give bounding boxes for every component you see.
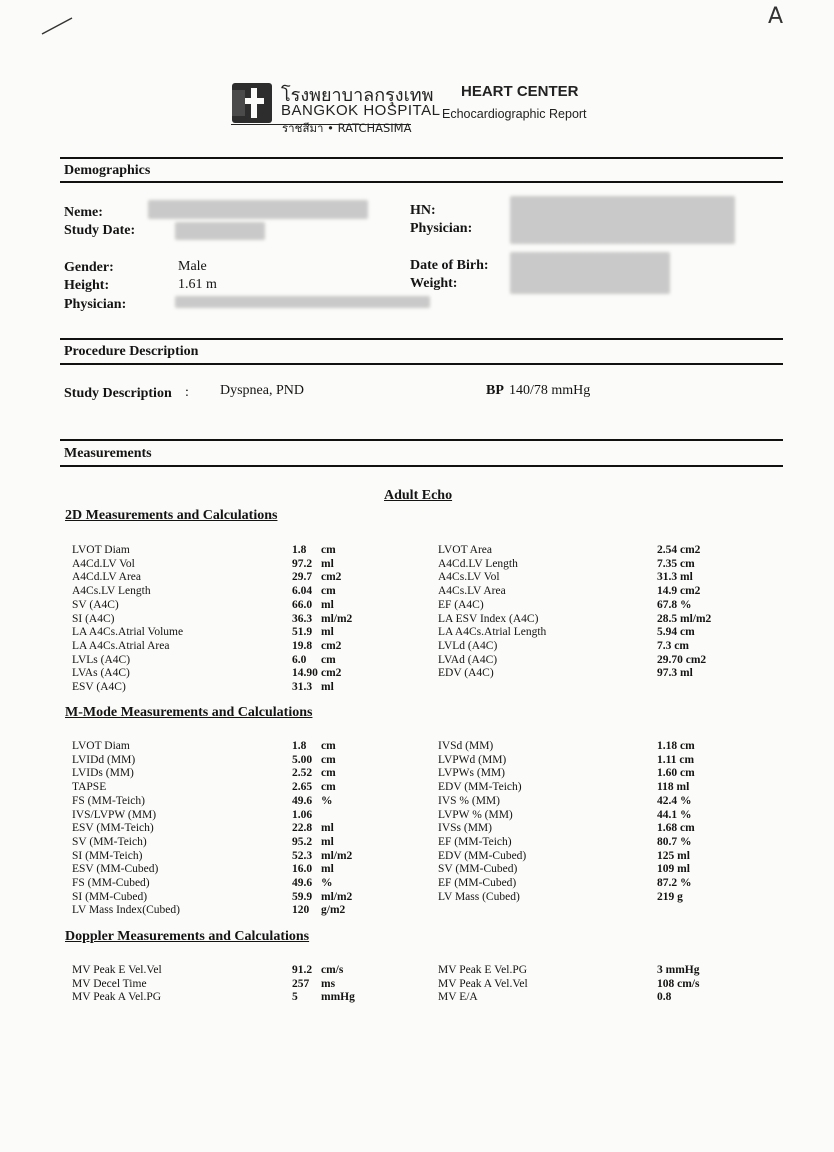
measurement-unit: ml (321, 626, 334, 639)
measurement-label: MV Peak E Vel.PG (438, 964, 528, 976)
measurement-value: 7.35 cm (657, 557, 695, 570)
measurement-label: LVOT Area (438, 544, 492, 556)
measurement-value: 51.9 (292, 626, 313, 639)
redacted-dob-weight (510, 252, 670, 294)
measurement-label: LV Mass (Cubed) (438, 890, 520, 903)
measurement-value: 95.2 (292, 835, 313, 848)
measurement-value: 16.0 (292, 863, 313, 876)
demographics-title: Demographics (64, 163, 151, 178)
bp-value: 140/78 mmHg (509, 383, 591, 398)
physician-label: Physician: (410, 221, 473, 236)
measurement-label: A4Cs.LV Vol (438, 571, 500, 584)
measurement-unit: ml (321, 835, 334, 848)
measurement-value: 2.52 (292, 767, 313, 780)
measurement-value: 28.5 ml/m2 (657, 612, 712, 625)
measurement-label: LA A4Cs.Atrial Volume (72, 626, 184, 639)
measurement-label: EDV (A4C) (438, 667, 494, 680)
measurement-value: 42.4 % (657, 794, 692, 807)
measurement-label: LVPW % (MM) (438, 808, 513, 821)
measurement-value: 36.3 (292, 612, 313, 625)
measurement-unit: cm2 (321, 639, 342, 652)
measurement-label: LA A4Cs.Atrial Area (72, 639, 170, 652)
measurement-unit: ml (321, 822, 334, 835)
measurement-value: 91.2 (292, 964, 313, 976)
measurement-unit: cm/s (321, 964, 344, 976)
measurement-value: 125 ml (657, 849, 690, 862)
measurement-unit: cm (321, 753, 336, 766)
measurement-label: A4Cd.LV Area (72, 571, 141, 584)
measurement-value: 1.68 cm (657, 822, 695, 835)
measurement-unit: ml/m2 (321, 849, 353, 862)
redacted-name (148, 200, 368, 219)
measurement-value: 1.8 (292, 740, 307, 752)
measurement-unit: ml (321, 598, 334, 611)
measurement-label: MV Decel Time (72, 977, 147, 990)
measurement-value: 1.06 (292, 808, 313, 821)
measurement-value: 219 g (657, 890, 683, 903)
measurement-value: 80.7 % (657, 835, 692, 848)
measurement-value: 87.2 % (657, 877, 692, 889)
measurement-unit: cm (321, 767, 336, 780)
measurement-value: 257 (292, 977, 310, 990)
measurement-label: LVOT Diam (72, 544, 130, 556)
measurement-label: LVIDd (MM) (72, 753, 136, 766)
section-rule (60, 181, 783, 183)
physician-label-2: Physician: (64, 297, 127, 312)
measurement-value: 29.70 cm2 (657, 653, 707, 666)
measurement-value: 1.60 cm (657, 767, 695, 780)
measurement-label: LVPWs (MM) (438, 767, 505, 780)
measurement-label: SI (A4C) (72, 612, 115, 625)
measurement-value: 6.04 (292, 585, 313, 598)
study-description-value: Dyspnea, PND (220, 383, 304, 398)
measurement-unit: cm2 (321, 667, 342, 680)
measurement-value: 118 ml (657, 781, 690, 794)
measurements-title: Measurements (64, 446, 152, 461)
measurement-value: 31.3 (292, 681, 313, 693)
measurement-unit: ml (321, 681, 334, 693)
measurement-label: EDV (MM-Teich) (438, 781, 522, 794)
study-description-label: Study Description (64, 386, 172, 401)
hospital-logo (231, 82, 273, 124)
measurement-value: 1.18 cm (657, 740, 695, 752)
measurement-unit: ms (321, 977, 336, 990)
measurement-unit: g/m2 (321, 904, 346, 917)
section-rule (60, 157, 783, 159)
report-title: Echocardiographic Report (442, 107, 587, 121)
measurement-label: LVIDs (MM) (72, 767, 134, 780)
measurement-value: 3 mmHg (657, 964, 700, 976)
pen-mark (40, 16, 74, 36)
measurement-label: SV (MM-Teich) (72, 835, 147, 848)
measurement-value: 0.8 (657, 991, 672, 1004)
study-date-label: Study Date: (64, 223, 136, 238)
measurement-value: 1.8 (292, 544, 307, 556)
measurement-value: 5.94 cm (657, 626, 695, 639)
measurement-value: 109 ml (657, 863, 690, 876)
measurement-label: LVPWd (MM) (438, 753, 507, 766)
height-value: 1.61 m (178, 277, 217, 292)
measurement-label: LVOT Diam (72, 740, 130, 752)
section-heading: Doppler Measurements and Calculations (65, 929, 310, 944)
measurement-unit: ml/m2 (321, 890, 353, 903)
bp-label: BP (486, 383, 504, 398)
measurement-label: IVS/LVPW (MM) (72, 808, 157, 821)
measurement-value: 22.8 (292, 822, 313, 835)
measurement-unit: ml (321, 863, 334, 876)
measurement-label: EDV (MM-Cubed) (438, 849, 527, 862)
measurement-value: 66.0 (292, 598, 313, 611)
measurement-value: 14.9 cm2 (657, 585, 701, 598)
measurement-value: 5.00 (292, 753, 313, 766)
hospital-name-english: BANGKOK HOSPITAL (281, 102, 441, 119)
study-description-colon: : (185, 385, 189, 400)
weight-label: Weight: (410, 276, 458, 291)
section-rule (60, 363, 783, 365)
measurement-label: MV Peak A Vel.Vel (438, 977, 528, 990)
measurement-label: LVAd (A4C) (438, 653, 498, 666)
section-heading: 2D Measurements and Calculations (65, 508, 278, 523)
measurement-unit: ml/m2 (321, 612, 353, 625)
measurement-value: 49.6 (292, 794, 313, 807)
measurement-label: SI (MM-Cubed) (72, 890, 148, 903)
measurement-label: IVS % (MM) (438, 794, 500, 807)
measurement-value: 7.3 cm (657, 639, 689, 652)
measurement-value: 44.1 % (657, 808, 692, 821)
section-rule (60, 439, 783, 441)
corner-letter: A (768, 4, 784, 29)
section-heading: M-Mode Measurements and Calculations (65, 705, 313, 720)
measurement-label: SV (A4C) (72, 598, 119, 611)
hospital-name-thai: โรงพยาบาลกรุงเทพ (281, 85, 434, 106)
redacted-study-date (175, 222, 265, 240)
measurement-label: A4Cs.LV Length (72, 585, 151, 598)
section-rule (60, 465, 783, 467)
measurement-value: 49.6 (292, 877, 313, 889)
measurement-label: A4Cd.LV Length (438, 557, 518, 570)
gender-label: Gender: (64, 260, 114, 275)
measurement-value: 31.3 ml (657, 571, 693, 584)
measurement-label: ESV (MM-Cubed) (72, 863, 159, 876)
measurement-unit: % (321, 794, 333, 807)
measurement-label: A4Cd.LV Vol (72, 557, 135, 570)
measurement-value: 6.0 (292, 653, 307, 666)
measurement-value: 108 cm/s (657, 977, 700, 990)
measurement-label: LVLd (A4C) (438, 639, 498, 652)
measurement-unit: cm2 (321, 571, 342, 584)
measurement-label: EF (MM-Cubed) (438, 877, 517, 889)
measurement-value: 97.3 ml (657, 667, 693, 680)
adult-echo-heading: Adult Echo (384, 488, 453, 503)
measurement-unit: ml (321, 557, 334, 570)
name-label: Neme: (64, 205, 103, 220)
measurement-label: FS (MM-Teich) (72, 794, 145, 807)
measurement-label: ESV (MM-Teich) (72, 822, 154, 835)
measurement-label: MV Peak E Vel.Vel (72, 964, 162, 976)
measurement-value: 120 (292, 904, 310, 917)
measurement-label: LVLs (A4C) (72, 653, 131, 666)
measurement-value: 14.90 (292, 667, 318, 680)
dob-label: Date of Birh: (410, 258, 489, 273)
measurement-label: SV (MM-Cubed) (438, 863, 518, 876)
measurement-unit: cm (321, 781, 336, 794)
measurement-label: IVSd (MM) (438, 740, 494, 752)
measurement-label: LA ESV Index (A4C) (438, 612, 539, 625)
measurement-value: 67.8 % (657, 598, 692, 611)
hospital-branch: ราชสีมา • RATCHASIMA (282, 121, 412, 135)
measurement-label: EF (A4C) (438, 598, 484, 611)
measurement-label: MV Peak A Vel.PG (72, 991, 162, 1004)
measurement-label: TAPSE (72, 781, 107, 794)
hn-label: HN: (410, 203, 436, 218)
section-rule (60, 338, 783, 340)
measurement-label: MV E/A (438, 991, 478, 1004)
redacted-physician (175, 296, 430, 308)
measurement-label: IVSs (MM) (438, 822, 492, 835)
measurement-value: 2.65 (292, 781, 313, 794)
measurement-label: LV Mass Index(Cubed) (72, 904, 180, 917)
measurement-label: A4Cs.LV Area (438, 585, 506, 598)
measurement-unit: cm (321, 653, 336, 666)
measurement-unit: cm (321, 544, 336, 556)
measurement-label: LA A4Cs.Atrial Length (438, 626, 547, 639)
heart-center-title: HEART CENTER (461, 83, 579, 100)
measurement-value: 29.7 (292, 571, 313, 584)
measurement-unit: mmHg (321, 991, 355, 1004)
measurement-label: FS (MM-Cubed) (72, 877, 150, 889)
measurement-label: SI (MM-Teich) (72, 849, 143, 862)
measurement-label: EF (MM-Teich) (438, 835, 512, 848)
redacted-hn-physician (510, 196, 735, 244)
measurement-value: 5 (292, 991, 298, 1004)
measurement-label: LVAs (A4C) (72, 667, 130, 680)
measurement-unit: cm (321, 585, 336, 598)
measurement-unit: cm (321, 740, 336, 752)
measurement-label: ESV (A4C) (72, 681, 126, 693)
measurement-unit: % (321, 877, 333, 889)
gender-value: Male (178, 259, 207, 274)
measurement-value: 52.3 (292, 849, 313, 862)
measurement-value: 97.2 (292, 557, 313, 570)
measurement-value: 19.8 (292, 639, 313, 652)
measurement-value: 1.11 cm (657, 753, 695, 766)
procedure-title: Procedure Description (64, 344, 199, 359)
height-label: Height: (64, 278, 110, 293)
measurement-value: 59.9 (292, 890, 313, 903)
measurement-value: 2.54 cm2 (657, 544, 701, 556)
